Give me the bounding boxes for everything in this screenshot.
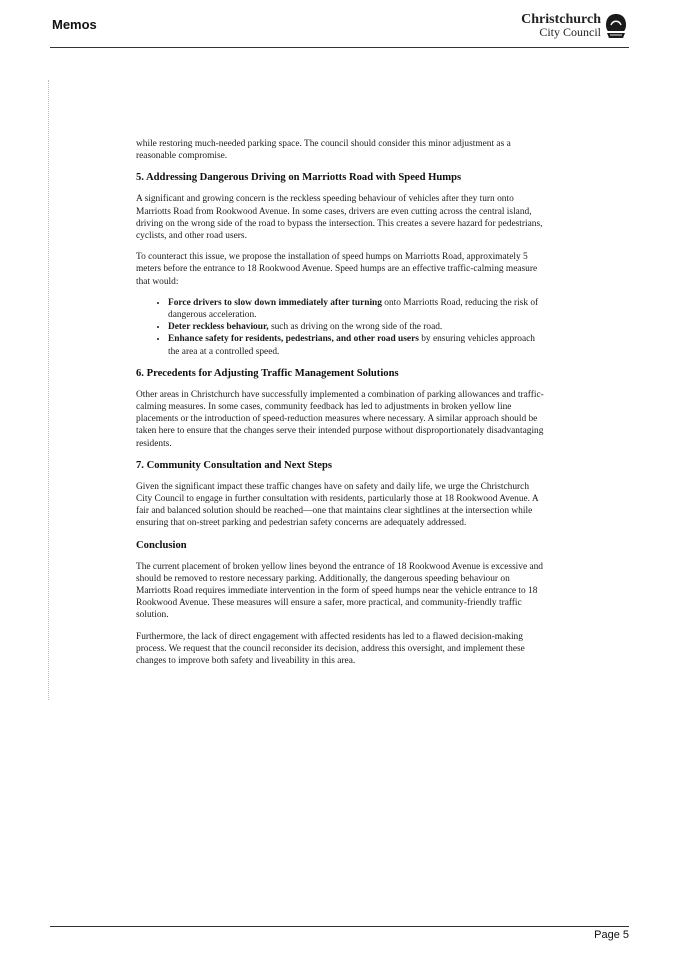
margin-guide: [48, 80, 49, 700]
conclusion-paragraph-1: The current placement of broken yellow lines beyond the entrance of 18 Rookwood Avenue is excessive and should be removed to restore necessary parking. Additionally, the dangerous speeding behaviour on Marriotts Road requires immediate intervention in the form of speed humps near the vehicle entrance to 18 Rookwood Avenue. These measures will ensure a safer, more practical, and community-friendly traffic solution.: [136, 561, 543, 621]
section-6-paragraph: Other areas in Christchurch have successfully implemented a combination of parking allowances and traffic-calming measures. In some cases, community feedback has led to adjustments in broken yellow line placements or the introduction of speed-reduction measures where necessary. A similar approach should be taken here to ensure that the changes serve their intended purpose without disproportionately disadvantaging residents.: [136, 389, 544, 449]
council-logo: [521, 13, 627, 39]
conclusion-paragraph-2: Furthermore, the lack of direct engagement with affected residents has led to a flawed decision-making process. We request that the council reconsider its decision, address this oversight, and implement these changes to improve both safety and liveability in this area.: [136, 631, 525, 667]
logo-line-2: City Council: [539, 25, 601, 39]
list-item: • Deter reckless behaviour, such as driving on the wrong side of the road.: [168, 321, 546, 333]
page-number: Page 5: [594, 929, 629, 941]
section-5-paragraph-1: A significant and growing concern is the reckless speeding behaviour of vehicles after they turn onto Marriotts Road from Rookwood Avenue. In some cases, drivers are even cutting across the central island, driving on the wrong side of the road to bypass the intersection. This creates a severe hazard for pedestrians, cyclists, and other road users.: [136, 194, 543, 242]
list-item: • Force drivers to slow down immediately after turning onto Marriotts Road, reducing the risk of dangerous acceleration.: [168, 297, 546, 321]
section-5-heading: 5. Addressing Dangerous Driving on Marriotts Road with Speed Humps: [136, 172, 462, 184]
header-divider: [50, 47, 629, 48]
section-7-heading: 7. Community Consultation and Next Steps: [136, 459, 333, 471]
intro-paragraph: while restoring much-needed parking space. The council should consider this minor adjustment as a reasonable compromise.: [136, 139, 511, 162]
section-6-heading: 6. Precedents for Adjusting Traffic Management Solutions: [136, 367, 399, 379]
conclusion-heading: Conclusion: [136, 539, 187, 551]
memo-body: [136, 138, 546, 676]
section-7-paragraph: Given the significant impact these traffic changes have on safety and daily life, we urge the Christchurch City Council to engage in further consultation with residents, particularly those at 18 Rookwood Avenue. A fair and balanced solution should be reached—one that maintains clear sightlines at the intersection while ensuring that on-street parking and pedestrian safety concerns are adequately addressed.: [136, 481, 539, 529]
footer-divider: [50, 926, 629, 927]
section-5-paragraph-2: To counteract this issue, we propose the installation of speed humps on Marriotts Road, approximately 5 meters before the entrance to 18 Rookwood Avenue. Speed humps are an effective traffic-calming measure that would:: [136, 252, 538, 287]
logo-line-1: Christchurch: [521, 12, 601, 27]
page-header-title: Memos: [52, 17, 97, 32]
speed-hump-benefits-list: [136, 297, 546, 358]
council-emblem-icon: [605, 13, 627, 39]
list-item: • Enhance safety for residents, pedestrians, and other road users by ensuring vehicles approach the area at a controlled speed.: [168, 333, 546, 357]
